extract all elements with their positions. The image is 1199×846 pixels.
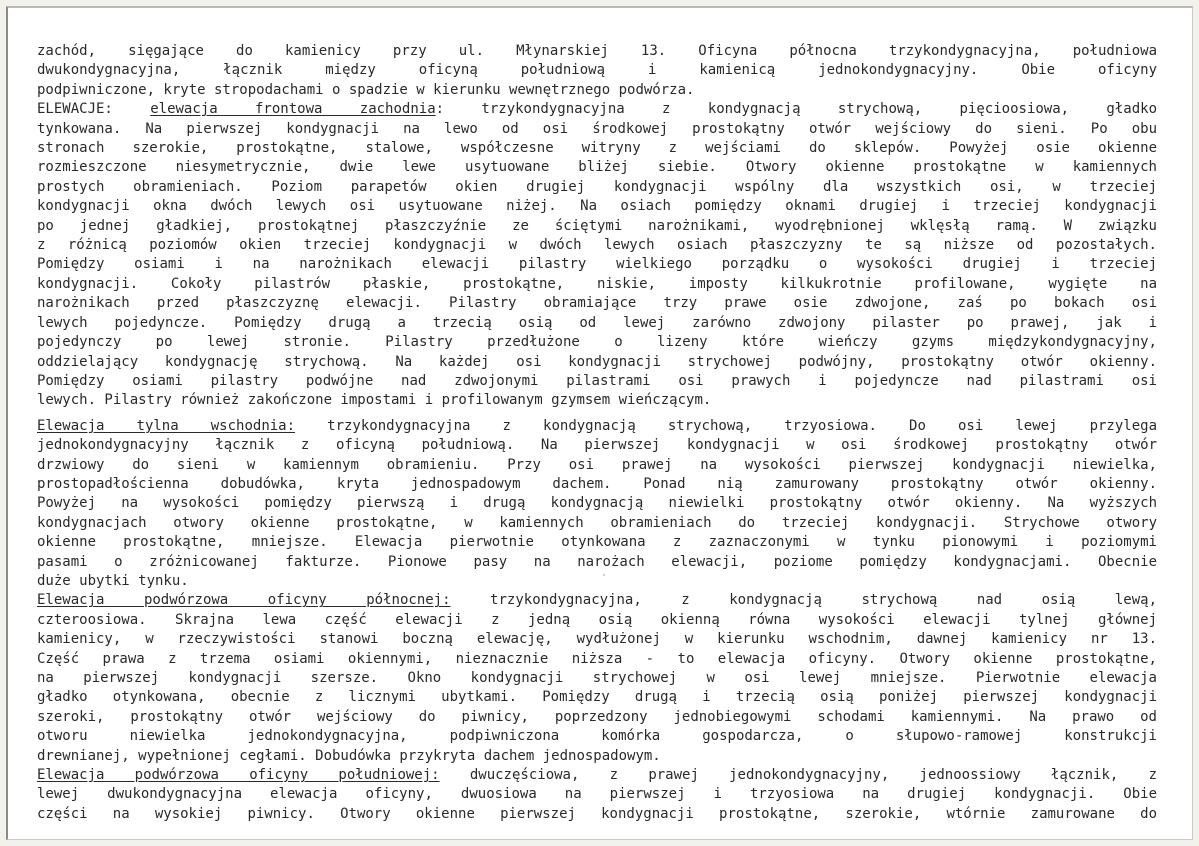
section-heading: Elewacja podwórzowa oficyny południowej: — [37, 767, 440, 784]
heading-rest: trzykondygnacyjna z kondygnacją strychową, trzyosiowa. Do osi lewej przylega — [295, 417, 1158, 434]
text-line: na pierwszej kondygnacji szersze. Okno kondygnacji strychowej w osi lewej mniejsze. Pierwotnie elewacja — [37, 670, 1157, 686]
text-line: lewych. Pilastry również zakończone impostami i profilowanym gzymsem wieńczącym. — [37, 392, 712, 409]
text-line: pasami o zróżnicowanej fakturze. Pionowe pasy na narożach elewacji, poziome pomiędzy kondygnacjami. Obecnie — [37, 553, 1157, 570]
text-line: drzwiowy do sieni w kamiennym obramieniu. Przy osi prawej na wysokości pierwszej kondygnacji niewielka, — [37, 456, 1157, 473]
text-line: rozmieszczone niesymetrycznie, dwie lewe usytuowane bliżej siebie. Otwory okienne prostokątne w kamiennych — [37, 159, 1157, 176]
text-line: Część prawa z trzema osiami okiennymi, nieznacznie niższa - to elewacja oficyny. Otwory okienne prostokątne, — [37, 650, 1157, 667]
text-line: drewnianej, wypełnionej cegłami. Dobudówka przykryta dachem jednospadowym. — [37, 747, 661, 764]
text-line: z różnicą poziomów okien trzeciej kondygnacji w dwóch lewych osiach płaszczyzny te są niższe od pozostałych. — [37, 237, 1157, 254]
text-line: Pomiędzy osiami pilastry podwójne nad zdwojonymi pilastrami osi prawych i pojedyncze nad pilastrami osi — [37, 372, 1157, 389]
text-line: prostych obramieniach. Poziom parapetów okien drugiej kondygnacji wspólny dla wszystkich osi, w trzeciej — [37, 178, 1157, 195]
text-line: narożnikach przed płaszczyznę elewacji. Pilastry obramiające trzy prawe osie zdwojone, zaś po bokach osi — [37, 295, 1157, 312]
text-line: kamienicy, w rzeczywistości stanowi boczną elewację, wydłużonej w kierunku wschodnim, dawnej kamienicy nr 13. — [37, 631, 1157, 648]
text-line: jednokondygnacyjny łącznik z oficyną południową. Na pierwszej kondygnacji w osi środkowej prostokątny otwór — [37, 437, 1157, 454]
text-line: kondygnacji okna dwóch lewych osi usytuowane niżej. Na osiach pomiędzy oknami drugiej i trzeciej kondygnacji — [37, 198, 1157, 215]
text-line: duże ubytki tynku. — [37, 572, 189, 589]
section-heading-line — [37, 100, 1157, 119]
text-line: okienne prostokątne, mniejsze. Elewacja pierwotnie otynkowana z zaznaczonymi w tynku pionowymi i poziomymi — [37, 534, 1157, 551]
document-body — [37, 42, 1157, 824]
text-line: zachód, sięgające do kamienicy przy ul. Młynarskiej 13. Oficyna północna trzykondygnacyjna, południowa — [37, 43, 1157, 59]
text-line: Powyżej na wysokości pomiędzy pierwszą i drugą kondygnacją niewielki prostokątny otwór okienny. Na wyższych — [37, 495, 1157, 512]
text-line: szeroki, prostokątny otwór wejściowy do piwnicy, poprzedzony jednobiegowymi schodami kamiennymi. Na prawo od — [37, 708, 1157, 725]
text-line: czteroosiowa. Skrajna lewa część elewacji z jedną osią okienną równa wysokości elewacji tylnej głównej — [37, 611, 1157, 628]
heading-rest: trzykondygnacyjna, z kondygnacją strychową nad osią lewą, — [450, 592, 1157, 609]
section-heading-line — [37, 591, 1157, 610]
text-line: pojedynczy po lewej stronie. Pilastry przedłużone o lizeny które wieńczy gzyms międzykondygnacyjny, — [37, 334, 1157, 351]
text-line: lewych pojedyncze. Pomiędzy drugą a trzecią osią od lewej zarówno zdwojony pilaster po prawej, jak i — [37, 314, 1157, 331]
text-line: prostopadłościenna dobudówka, kryta jednospadowym dachem. Ponad nią zamurowany prostokątny otwór okienny. — [37, 475, 1157, 492]
text-line: lewej dwukondygnacyjna elewacja oficyny, dwuosiowa na pierwszej i trzyosiowa na drugiej kondygnacji. Obie — [37, 786, 1157, 803]
text-line: otworu niewielka jednokondygnacyjna, podpiwniczona komórka gospodarcza, o słupowo-ramowej konstrukcji — [37, 728, 1157, 745]
text-line: kondygnacjach otwory okienne prostokątne, w kamiennych obramieniach do trzeciej kondygnacji. Strychowe otwory — [37, 514, 1157, 531]
text-line: po jednej gładkiej, prostokątnej płaszczyźnie ze ściętymi narożnikami, wyodrębnionej wklęsłą ramą. W związku — [37, 217, 1157, 234]
scanned-page — [6, 6, 1193, 840]
text-line: kondygnacji. Cokoły pilastrów płaskie, prostokątne, niskie, imposty kilkukrotnie profilowane, wygięte na — [37, 275, 1157, 292]
text-line: tynkowana. Na pierwszej kondygnacji na lewo od osi środkowej prostokątny otwór wejściowy do sieni. Po obu — [37, 120, 1157, 137]
section-heading: elewacja frontowa zachodnia — [150, 101, 436, 118]
text-line: części na wysokiej piwnicy. Otwory okienne pierwszej kondygnacji prostokątne, szerokie, wtórnie zamurowane do — [37, 805, 1157, 822]
heading-rest: : trzykondygnacyjna z kondygnacją strychową, pięcioosiowa, gładko — [435, 101, 1158, 118]
text-line: Pomiędzy osiami i na narożnikach elewacji pilastry wielkiego porządku o wysokości drugiej i trzeciej — [37, 256, 1157, 273]
heading-rest: dwuczęściowa, z prawej jednokondygnacyjny, jednoossiowy łącznik, z — [439, 767, 1157, 784]
text-line: oddzielający kondygnację strychową. Na każdej osi kondygnacji strychowej podwójny, prostokątny otwór okienny. — [37, 353, 1157, 370]
section-heading-line — [37, 766, 1157, 785]
text-line: podpiwniczone, kryte stropodachami o spadzie w kierunku wewnętrznego podwórza. — [37, 81, 695, 98]
scan-speck — [603, 574, 605, 576]
text-line: gładko otynkowana, obecnie z licznymi ubytkami. Pomiędzy drugą i trzecią osią poniżej pierwszej kondygnacji — [37, 689, 1157, 706]
text-line: dwukondygnacyjna, łącznik między oficyną południową i kamienicą jednokondygnacyjny. Obie oficyny — [37, 62, 1157, 79]
section-heading: Elewacja tylna wschodnia: — [37, 417, 296, 434]
section-heading-line — [37, 417, 1157, 436]
heading-prefix: ELEWACJE: — [37, 101, 151, 118]
section-heading: Elewacja podwórzowa oficyny północnej: — [37, 592, 451, 609]
text-line: stronach szerokie, prostokątne, stalowe, współczesne witryny z wejściami do sklepów. Powyżej osie okienne — [37, 140, 1157, 157]
